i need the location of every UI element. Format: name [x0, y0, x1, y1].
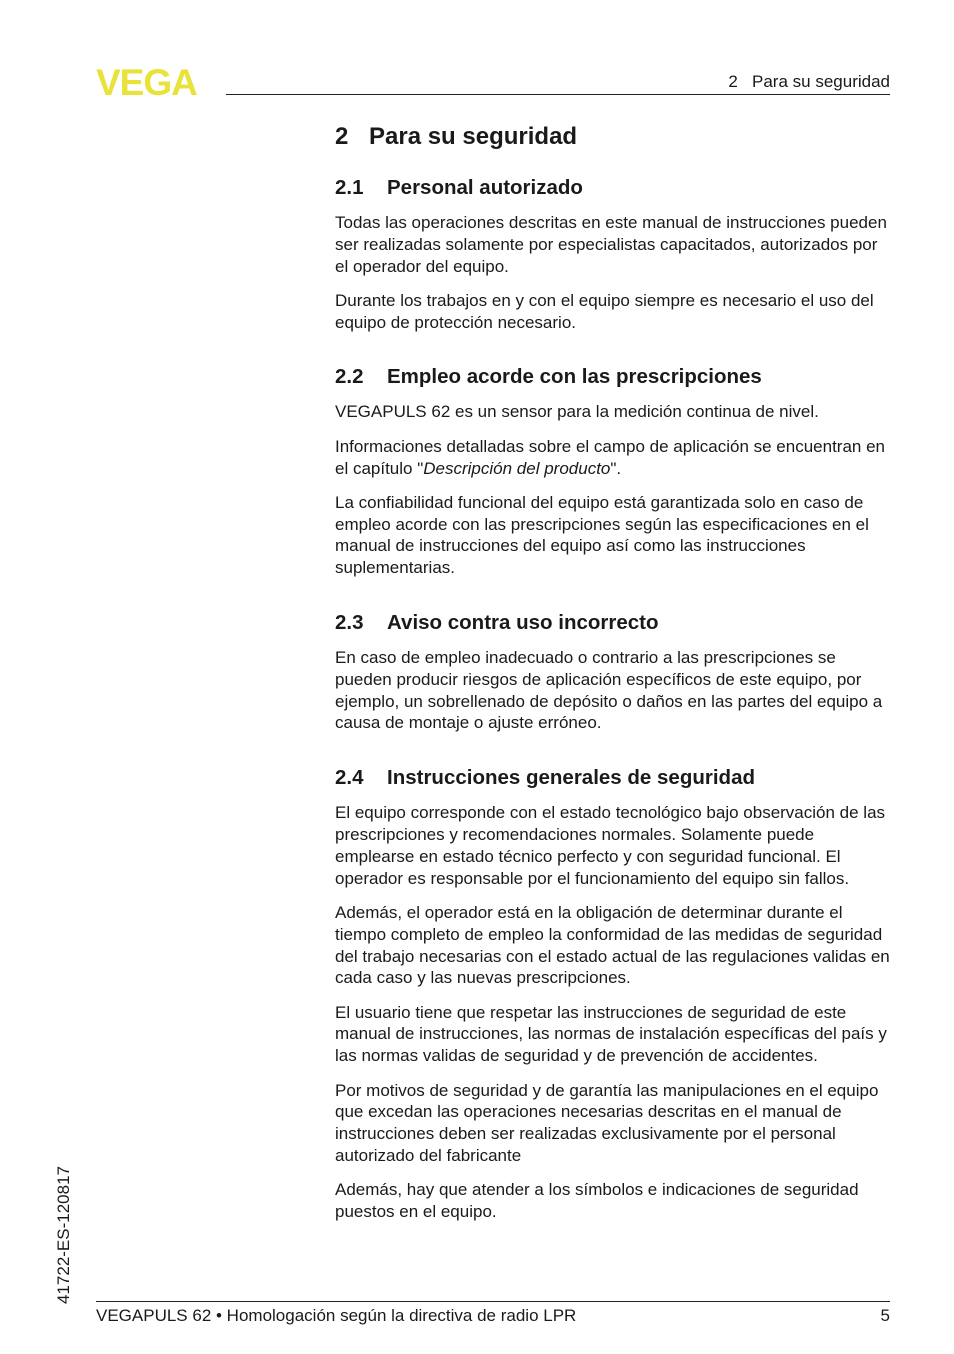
section-aviso-uso-incorrecto [335, 609, 891, 734]
section-heading: 2.1 Personal autorizado [335, 176, 583, 199]
vega-logo [96, 66, 220, 96]
paragraph: En caso de empleo inadecuado o contrario a las prescripciones se pueden producir riesgos de aplicación específicos de este equipo, por ejemplo, un sobrellenado de depósito o daños en las partes del equipo a causa de montaje o ajuste erróneo. [335, 648, 883, 733]
header-rule [226, 94, 890, 95]
chapter-heading: 2 Para su seguridad [335, 123, 578, 150]
section-heading: 2.3 Aviso contra uso incorrecto [335, 611, 659, 635]
document-code: 41722-ES-120817 [54, 1165, 73, 1304]
paragraph: Además, el operador está en la obligación de determinar durante el tiempo completo de empleo la conformidad de las medidas de seguridad del trabajo necesarias con el estado actual de las regulaciones validas en cada caso y las nuevas prescripciones. [335, 902, 890, 988]
paragraph: Además, hay que atender a los símbolos e indicaciones de seguridad puestos en el equipo. [335, 1180, 859, 1221]
paragraph: El usuario tiene que respetar las instrucciones de seguridad de este manual de instrucciones, las normas de instalación específicas del país y las normas validas de seguridad y de prevención de accidentes. [335, 1002, 887, 1066]
section-empleo-acorde [335, 363, 891, 579]
section-instrucciones-generales [335, 764, 891, 1223]
paragraph: La confiabilidad funcional del equipo está garantizada solo en caso de empleo acorde con las prescripciones según las especificaciones en el manual de instrucciones del equipo así como las instrucciones suplementarias. [335, 492, 869, 578]
paragraph: VEGAPULS 62 es un sensor para la medición continua de nivel. [335, 402, 819, 422]
page-number: 5 [880, 1306, 890, 1325]
running-header: 2 Para su seguridad [728, 72, 890, 91]
page-content [335, 120, 891, 1253]
svg-text:VEGA: VEGA [96, 66, 197, 96]
chapter-reference: Descripción del producto [423, 458, 611, 478]
section-heading: 2.2 Empleo acorde con las prescripciones [335, 365, 762, 389]
footer-title: VEGAPULS 62 • Homologación según la directiva de radio LPR [96, 1306, 577, 1325]
paragraph: Todas las operaciones descritas en este manual de instrucciones pueden ser realizadas solamente por especialistas capacitados, autorizados por el operador del equipo. [335, 213, 887, 276]
paragraph: Durante los trabajos en y con el equipo siempre es necesario el uso del equipo de protección necesario. [335, 290, 874, 332]
paragraph: Por motivos de seguridad y de garantía las manipulaciones en el equipo que excedan las operaciones necesarias descritas en el manual de instrucciones deben ser realizadas exclusivamente por el personal autorizado del fabricante [335, 1080, 879, 1165]
section-heading: 2.4 Instrucciones generales de seguridad [335, 766, 755, 790]
footer-rule [96, 1301, 890, 1302]
section-personal-autorizado [335, 174, 891, 333]
paragraph: El equipo corresponde con el estado tecnológico bajo observación de las prescripciones y recomendaciones normales. Solamente puede emplearse en estado técnico perfecto y con seguridad funcional. El operador es responsable por el funcionamiento del equipo sin fallos. [335, 803, 886, 888]
paragraph-info: Informaciones detalladas sobre el campo de aplicación se encuentran en el capítulo "Descripción del producto". [335, 436, 886, 478]
